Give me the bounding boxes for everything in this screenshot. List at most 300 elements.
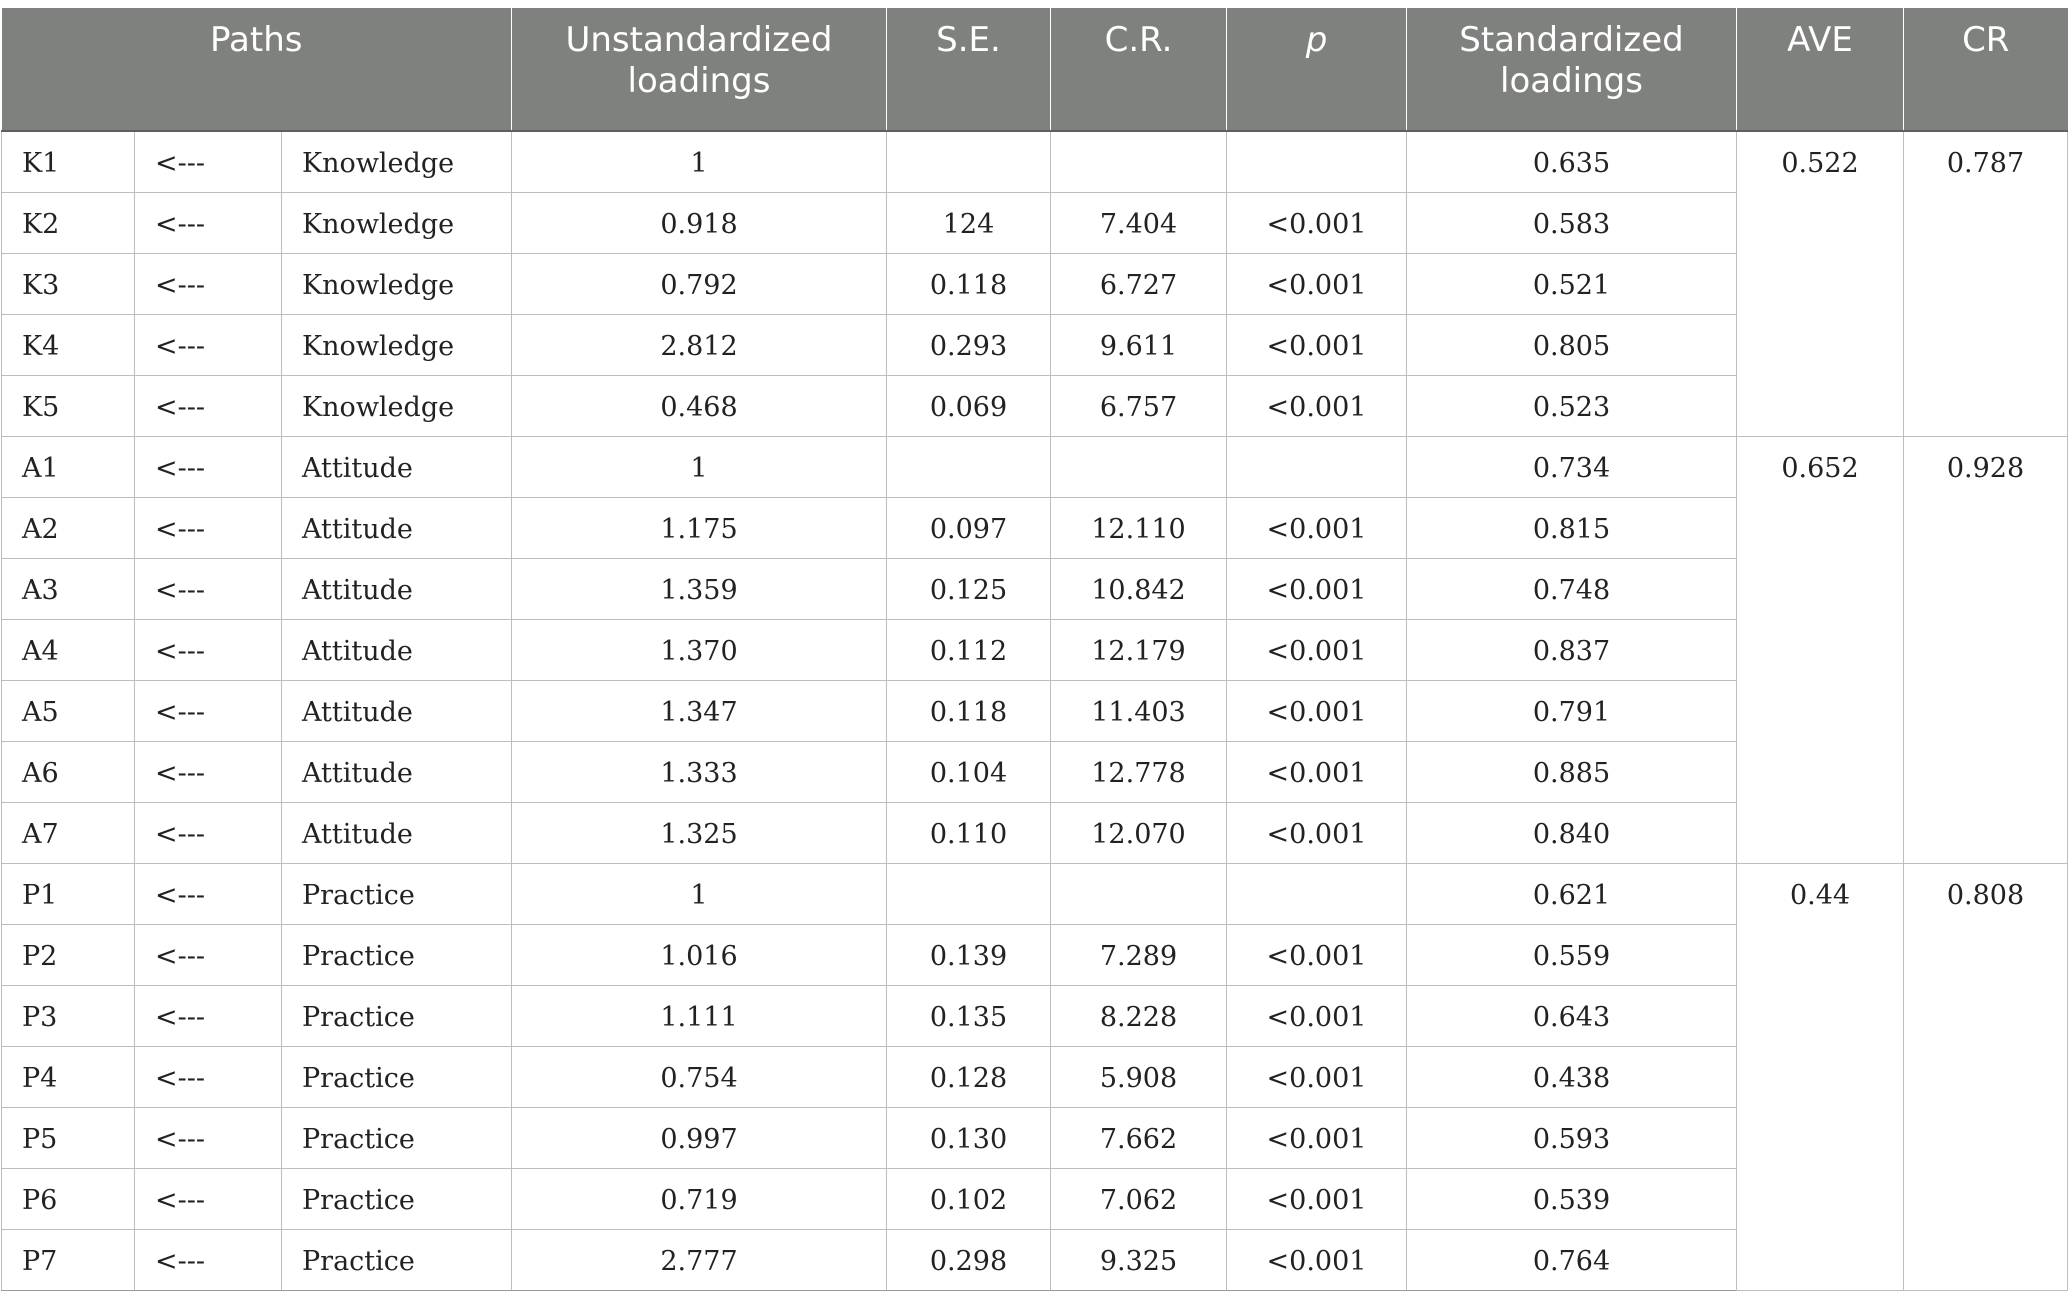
p-value-cell	[1227, 1169, 1407, 1230]
critical-ratio-cell-text: 12.070	[1091, 819, 1186, 850]
p-value-cell	[1227, 742, 1407, 803]
critical-ratio-cell-text	[1051, 864, 1226, 882]
indicator-cell-text: P4	[22, 1063, 58, 1094]
standard-error-cell-text: 0.118	[929, 270, 1008, 301]
indicator-cell	[2, 559, 135, 620]
construct-cell	[282, 803, 512, 864]
unstandardized-loading-cell	[512, 742, 887, 803]
construct-cell	[282, 315, 512, 376]
path-arrow-cell	[135, 131, 282, 193]
header-standard-error: S.E.	[887, 8, 1051, 131]
standard-error-cell	[887, 620, 1051, 681]
indicator-cell	[2, 376, 135, 437]
path-arrow-cell-text: <---	[155, 1246, 205, 1277]
path-arrow-cell-text: <---	[155, 697, 205, 728]
construct-cell	[282, 1108, 512, 1169]
critical-ratio-cell	[1051, 376, 1227, 437]
indicator-cell	[2, 986, 135, 1047]
unstandardized-loading-cell-text: 1	[690, 453, 708, 484]
indicator-cell-text: K5	[22, 392, 60, 423]
construct-cell-text: Attitude	[302, 819, 413, 850]
standard-error-cell	[887, 925, 1051, 986]
p-value-cell-text: <0.001	[1266, 758, 1367, 789]
composite-reliability-cell-text: 0.808	[1946, 880, 2025, 911]
path-arrow-cell	[135, 742, 282, 803]
standardized-loading-cell	[1407, 620, 1737, 681]
construct-cell-text: Knowledge	[302, 270, 455, 301]
indicator-cell	[2, 437, 135, 498]
construct-cell	[282, 742, 512, 803]
unstandardized-loading-cell	[512, 925, 887, 986]
unstandardized-loading-cell	[512, 254, 887, 315]
critical-ratio-cell-text: 7.662	[1099, 1124, 1178, 1155]
standardized-loading-cell-text: 0.764	[1532, 1246, 1611, 1277]
path-arrow-cell	[135, 559, 282, 620]
standardized-loading-cell-text: 0.815	[1532, 514, 1611, 545]
header-ave: AVE	[1737, 8, 1904, 131]
unstandardized-loading-cell-text: 1.325	[660, 819, 738, 850]
standardized-loading-cell	[1407, 803, 1737, 864]
construct-cell	[282, 986, 512, 1047]
path-arrow-cell	[135, 1108, 282, 1169]
construct-cell	[282, 620, 512, 681]
header-unstandardized-loadings: Unstandardized loadings	[512, 8, 887, 131]
standard-error-cell-text: 0.118	[929, 697, 1008, 728]
standard-error-cell-text: 0.125	[929, 575, 1008, 606]
path-arrow-cell	[135, 925, 282, 986]
standard-error-cell-text: 0.135	[929, 1002, 1008, 1033]
construct-cell-text: Practice	[302, 880, 415, 911]
critical-ratio-cell-text: 12.778	[1091, 758, 1186, 789]
p-value-cell-text: <0.001	[1266, 941, 1367, 972]
critical-ratio-cell	[1051, 742, 1227, 803]
construct-cell-text: Knowledge	[302, 209, 455, 240]
critical-ratio-cell-text: 6.757	[1099, 392, 1178, 423]
table-row	[2, 131, 2068, 193]
critical-ratio-cell-text: 8.228	[1099, 1002, 1178, 1033]
standardized-loading-cell	[1407, 131, 1737, 193]
construct-cell-text: Attitude	[302, 758, 413, 789]
table-row	[2, 864, 2068, 925]
indicator-cell-text: A1	[22, 453, 59, 484]
p-value-cell	[1227, 925, 1407, 986]
critical-ratio-cell	[1051, 925, 1227, 986]
p-value-cell-text: <0.001	[1266, 819, 1367, 850]
table-row	[2, 437, 2068, 498]
standard-error-cell	[887, 254, 1051, 315]
p-value-cell-text: <0.001	[1266, 636, 1367, 667]
construct-cell-text: Practice	[302, 941, 415, 972]
unstandardized-loading-cell	[512, 1230, 887, 1291]
unstandardized-loading-cell-text: 1	[690, 148, 708, 179]
ave-cell-text: 0.522	[1781, 148, 1859, 179]
p-value-cell	[1227, 620, 1407, 681]
header-composite-reliability: CR	[1904, 8, 2068, 131]
p-value-cell	[1227, 803, 1407, 864]
standardized-loading-cell-text: 0.734	[1532, 453, 1611, 484]
path-arrow-cell-text: <---	[155, 270, 205, 301]
header-p-label: p	[1305, 20, 1328, 60]
ave-cell-text: 0.44	[1789, 880, 1851, 911]
p-value-cell-text: <0.001	[1266, 270, 1367, 301]
critical-ratio-cell	[1051, 681, 1227, 742]
construct-cell-text: Knowledge	[302, 392, 455, 423]
indicator-cell-text: K2	[22, 209, 60, 240]
critical-ratio-cell-text: 12.179	[1091, 636, 1186, 667]
indicator-cell-text: P2	[22, 941, 58, 972]
critical-ratio-cell-text: 9.611	[1099, 331, 1178, 362]
construct-cell	[282, 498, 512, 559]
unstandardized-loading-cell-text: 0.719	[660, 1185, 738, 1216]
path-arrow-cell	[135, 803, 282, 864]
critical-ratio-cell-text: 7.062	[1099, 1185, 1178, 1216]
construct-cell	[282, 254, 512, 315]
p-value-cell-text: <0.001	[1266, 1002, 1367, 1033]
unstandardized-loading-cell	[512, 986, 887, 1047]
critical-ratio-cell	[1051, 986, 1227, 1047]
p-value-cell	[1227, 437, 1407, 498]
standard-error-cell-text	[887, 437, 1050, 455]
standard-error-cell	[887, 559, 1051, 620]
standard-error-cell-text	[887, 864, 1050, 882]
indicator-cell	[2, 1169, 135, 1230]
standardized-loading-cell	[1407, 986, 1737, 1047]
standardized-loading-cell-text: 0.539	[1532, 1185, 1611, 1216]
unstandardized-loading-cell-text: 1.016	[660, 941, 738, 972]
unstandardized-loading-cell-text: 0.997	[660, 1124, 738, 1155]
unstandardized-loading-cell-text: 1.347	[660, 697, 738, 728]
standardized-loading-cell	[1407, 254, 1737, 315]
indicator-cell	[2, 498, 135, 559]
construct-cell	[282, 1230, 512, 1291]
critical-ratio-cell-text	[1051, 132, 1226, 150]
header-standardized-loadings: Standardized loadings	[1407, 8, 1737, 131]
p-value-cell	[1227, 376, 1407, 437]
indicator-cell	[2, 254, 135, 315]
construct-cell-text: Knowledge	[302, 331, 455, 362]
unstandardized-loading-cell-text: 1.333	[660, 758, 738, 789]
p-value-cell	[1227, 864, 1407, 925]
standard-error-cell	[887, 437, 1051, 498]
ave-cell	[1737, 437, 1904, 864]
p-value-cell-text: <0.001	[1266, 514, 1367, 545]
unstandardized-loading-cell	[512, 803, 887, 864]
indicator-cell	[2, 131, 135, 193]
standardized-loading-cell	[1407, 193, 1737, 254]
p-value-cell	[1227, 193, 1407, 254]
unstandardized-loading-cell	[512, 193, 887, 254]
unstandardized-loading-cell-text: 1.111	[660, 1002, 738, 1033]
critical-ratio-cell	[1051, 254, 1227, 315]
path-arrow-cell	[135, 193, 282, 254]
path-arrow-cell	[135, 376, 282, 437]
critical-ratio-cell-text: 12.110	[1091, 514, 1186, 545]
standardized-loading-cell-text: 0.840	[1532, 819, 1611, 850]
indicator-cell	[2, 742, 135, 803]
standardized-loading-cell-text: 0.559	[1532, 941, 1611, 972]
critical-ratio-cell	[1051, 559, 1227, 620]
indicator-cell-text: A5	[22, 697, 59, 728]
standard-error-cell-text: 0.097	[929, 514, 1008, 545]
standard-error-cell-text: 0.102	[929, 1185, 1008, 1216]
standard-error-cell	[887, 376, 1051, 437]
path-arrow-cell-text: <---	[155, 880, 205, 911]
unstandardized-loading-cell	[512, 437, 887, 498]
standard-error-cell	[887, 864, 1051, 925]
critical-ratio-cell-text: 9.325	[1099, 1246, 1178, 1277]
critical-ratio-cell	[1051, 864, 1227, 925]
construct-cell	[282, 1169, 512, 1230]
p-value-cell-text: <0.001	[1266, 331, 1367, 362]
header-row	[2, 8, 2068, 131]
standard-error-cell	[887, 803, 1051, 864]
standardized-loading-cell-text: 0.583	[1532, 209, 1611, 240]
unstandardized-loading-cell-text: 0.792	[660, 270, 738, 301]
critical-ratio-cell-text: 6.727	[1099, 270, 1178, 301]
p-value-cell-text	[1227, 437, 1406, 455]
p-value-cell	[1227, 681, 1407, 742]
path-arrow-cell-text: <---	[155, 1002, 205, 1033]
standard-error-cell-text: 0.110	[929, 819, 1008, 850]
standardized-loading-cell-text: 0.748	[1532, 575, 1611, 606]
indicator-cell-text: P5	[22, 1124, 58, 1155]
indicator-cell-text: P3	[22, 1002, 58, 1033]
path-arrow-cell-text: <---	[155, 819, 205, 850]
header-critical-ratio: C.R.	[1051, 8, 1227, 131]
standardized-loading-cell	[1407, 498, 1737, 559]
path-arrow-cell-text: <---	[155, 209, 205, 240]
p-value-cell	[1227, 498, 1407, 559]
unstandardized-loading-cell-text: 1.359	[660, 575, 738, 606]
p-value-cell-text	[1227, 132, 1406, 150]
standard-error-cell	[887, 742, 1051, 803]
indicator-cell-text: K1	[22, 148, 60, 179]
indicator-cell	[2, 864, 135, 925]
indicator-cell-text: A4	[22, 636, 59, 667]
standardized-loading-cell	[1407, 1047, 1737, 1108]
unstandardized-loading-cell	[512, 864, 887, 925]
unstandardized-loading-cell-text: 2.812	[660, 331, 738, 362]
standard-error-cell-text: 0.128	[929, 1063, 1008, 1094]
standardized-loading-cell	[1407, 864, 1737, 925]
critical-ratio-cell	[1051, 193, 1227, 254]
critical-ratio-cell	[1051, 315, 1227, 376]
path-arrow-cell-text: <---	[155, 941, 205, 972]
p-value-cell	[1227, 559, 1407, 620]
standardized-loading-cell	[1407, 1169, 1737, 1230]
composite-reliability-cell	[1904, 864, 2068, 1291]
unstandardized-loading-cell-text: 1	[690, 880, 708, 911]
path-arrow-cell	[135, 254, 282, 315]
path-arrow-cell	[135, 498, 282, 559]
standardized-loading-cell-text: 0.643	[1532, 1002, 1611, 1033]
path-arrow-cell-text: <---	[155, 392, 205, 423]
path-arrow-cell-text: <---	[155, 331, 205, 362]
indicator-cell-text: A6	[22, 758, 59, 789]
standardized-loading-cell-text: 0.521	[1532, 270, 1611, 301]
ave-cell	[1737, 864, 1904, 1291]
p-value-cell-text: <0.001	[1266, 575, 1367, 606]
composite-reliability-cell-text: 0.787	[1946, 148, 2025, 179]
unstandardized-loading-cell-text: 0.754	[660, 1063, 738, 1094]
path-arrow-cell-text: <---	[155, 636, 205, 667]
unstandardized-loading-cell	[512, 376, 887, 437]
indicator-cell	[2, 1108, 135, 1169]
standardized-loading-cell	[1407, 376, 1737, 437]
indicator-cell	[2, 193, 135, 254]
path-arrow-cell	[135, 864, 282, 925]
p-value-cell-text: <0.001	[1266, 1185, 1367, 1216]
p-value-cell-text: <0.001	[1266, 392, 1367, 423]
construct-cell	[282, 376, 512, 437]
standard-error-cell	[887, 1230, 1051, 1291]
construct-cell-text: Attitude	[302, 575, 413, 606]
construct-cell	[282, 559, 512, 620]
path-arrow-cell-text: <---	[155, 1063, 205, 1094]
critical-ratio-cell	[1051, 803, 1227, 864]
standard-error-cell	[887, 1169, 1051, 1230]
standardized-loading-cell-text: 0.621	[1532, 880, 1611, 911]
unstandardized-loading-cell	[512, 1169, 887, 1230]
construct-cell	[282, 925, 512, 986]
standard-error-cell-text: 0.112	[929, 636, 1008, 667]
critical-ratio-cell	[1051, 498, 1227, 559]
path-arrow-cell-text: <---	[155, 575, 205, 606]
critical-ratio-cell-text: 7.289	[1099, 941, 1178, 972]
unstandardized-loading-cell	[512, 131, 887, 193]
factor-loadings-table	[1, 8, 2068, 1291]
construct-cell-text: Practice	[302, 1185, 415, 1216]
standardized-loading-cell-text: 0.593	[1532, 1124, 1611, 1155]
composite-reliability-cell	[1904, 437, 2068, 864]
standardized-loading-cell	[1407, 437, 1737, 498]
construct-cell-text: Practice	[302, 1063, 415, 1094]
standard-error-cell	[887, 681, 1051, 742]
path-arrow-cell-text: <---	[155, 1185, 205, 1216]
standard-error-cell	[887, 193, 1051, 254]
indicator-cell-text: A7	[22, 819, 59, 850]
standardized-loading-cell-text: 0.438	[1532, 1063, 1611, 1094]
standard-error-cell-text	[887, 132, 1050, 150]
path-arrow-cell-text: <---	[155, 758, 205, 789]
p-value-cell-text: <0.001	[1266, 209, 1367, 240]
construct-cell-text: Knowledge	[302, 148, 455, 179]
path-arrow-cell	[135, 620, 282, 681]
indicator-cell-text: A3	[22, 575, 59, 606]
unstandardized-loading-cell-text: 0.918	[660, 209, 738, 240]
indicator-cell	[2, 925, 135, 986]
critical-ratio-cell-text: 5.908	[1099, 1063, 1178, 1094]
standard-error-cell	[887, 986, 1051, 1047]
unstandardized-loading-cell	[512, 681, 887, 742]
construct-cell-text: Attitude	[302, 453, 413, 484]
p-value-cell-text: <0.001	[1266, 697, 1367, 728]
standard-error-cell	[887, 498, 1051, 559]
standard-error-cell-text: 0.069	[929, 392, 1008, 423]
indicator-cell-text: P6	[22, 1185, 58, 1216]
header-paths: Paths	[2, 8, 512, 131]
unstandardized-loading-cell-text: 0.468	[660, 392, 738, 423]
p-value-cell	[1227, 254, 1407, 315]
path-arrow-cell-text: <---	[155, 1124, 205, 1155]
unstandardized-loading-cell	[512, 498, 887, 559]
p-value-cell	[1227, 1230, 1407, 1291]
construct-cell	[282, 681, 512, 742]
unstandardized-loading-cell	[512, 1047, 887, 1108]
ave-cell	[1737, 131, 1904, 437]
standard-error-cell-text: 0.104	[929, 758, 1008, 789]
unstandardized-loading-cell	[512, 1108, 887, 1169]
standardized-loading-cell	[1407, 559, 1737, 620]
critical-ratio-cell-text: 10.842	[1091, 575, 1186, 606]
composite-reliability-cell-text: 0.928	[1946, 453, 2025, 484]
standard-error-cell-text: 0.298	[929, 1246, 1008, 1277]
standardized-loading-cell-text: 0.837	[1532, 636, 1611, 667]
critical-ratio-cell	[1051, 1108, 1227, 1169]
p-value-cell	[1227, 315, 1407, 376]
unstandardized-loading-cell	[512, 620, 887, 681]
construct-cell	[282, 1047, 512, 1108]
path-arrow-cell	[135, 315, 282, 376]
standard-error-cell-text: 0.293	[929, 331, 1008, 362]
construct-cell-text: Attitude	[302, 514, 413, 545]
standardized-loading-cell	[1407, 681, 1737, 742]
construct-cell-text: Practice	[302, 1002, 415, 1033]
header-p-value	[1227, 8, 1407, 131]
p-value-cell-text: <0.001	[1266, 1124, 1367, 1155]
indicator-cell-text: K4	[22, 331, 60, 362]
critical-ratio-cell	[1051, 131, 1227, 193]
critical-ratio-cell	[1051, 437, 1227, 498]
indicator-cell	[2, 1230, 135, 1291]
path-arrow-cell	[135, 437, 282, 498]
path-arrow-cell-text: <---	[155, 453, 205, 484]
critical-ratio-cell	[1051, 1169, 1227, 1230]
p-value-cell-text: <0.001	[1266, 1063, 1367, 1094]
construct-cell	[282, 131, 512, 193]
standardized-loading-cell-text: 0.635	[1532, 148, 1611, 179]
construct-cell	[282, 864, 512, 925]
p-value-cell-text: <0.001	[1266, 1246, 1367, 1277]
unstandardized-loading-cell	[512, 559, 887, 620]
indicator-cell	[2, 315, 135, 376]
construct-cell-text: Attitude	[302, 636, 413, 667]
p-value-cell	[1227, 131, 1407, 193]
path-arrow-cell-text: <---	[155, 148, 205, 179]
unstandardized-loading-cell-text: 1.370	[660, 636, 738, 667]
unstandardized-loading-cell-text: 1.175	[660, 514, 738, 545]
construct-cell	[282, 193, 512, 254]
critical-ratio-cell-text: 11.403	[1091, 697, 1186, 728]
p-value-cell	[1227, 1108, 1407, 1169]
indicator-cell-text: A2	[22, 514, 59, 545]
critical-ratio-cell-text	[1051, 437, 1226, 455]
p-value-cell	[1227, 1047, 1407, 1108]
standardized-loading-cell	[1407, 315, 1737, 376]
standard-error-cell	[887, 131, 1051, 193]
construct-cell	[282, 437, 512, 498]
standardized-loading-cell	[1407, 925, 1737, 986]
ave-cell-text: 0.652	[1781, 453, 1859, 484]
loadings-table-container	[0, 8, 2068, 1291]
standardized-loading-cell	[1407, 1108, 1737, 1169]
critical-ratio-cell-text: 7.404	[1099, 209, 1178, 240]
indicator-cell-text: P7	[22, 1246, 58, 1277]
p-value-cell	[1227, 986, 1407, 1047]
critical-ratio-cell	[1051, 1230, 1227, 1291]
indicator-cell	[2, 620, 135, 681]
standard-error-cell-text: 124	[942, 209, 995, 240]
